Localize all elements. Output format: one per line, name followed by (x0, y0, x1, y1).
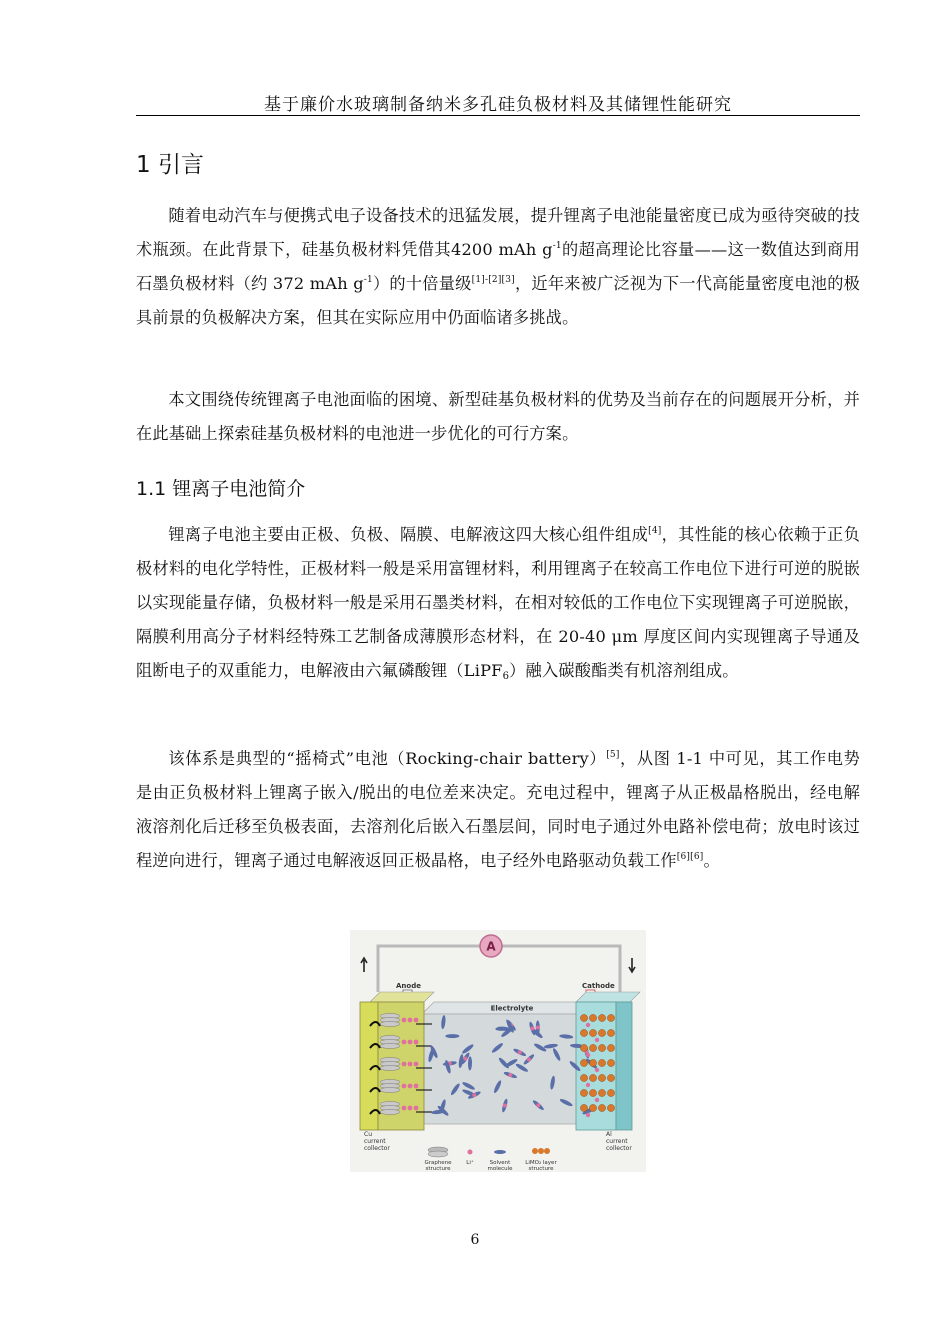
li-ion (402, 1106, 407, 1111)
limo2-legend-icon-a (532, 1148, 538, 1154)
text-run: 随着电动汽车与便携式电子设备技术的迅猛发展，提升锂离子电池能量密度已成为亟待突破的技术瓶颈。在此背景下，硅基负极材料凭借其4200 mAh g (136, 206, 860, 259)
li-ion (414, 1106, 419, 1111)
limo2-atom (580, 1044, 587, 1051)
text-run: 的超高理论比容量——这一数值达到商用石墨负极材料（约 372 mAh g (136, 240, 860, 293)
li-ion (408, 1084, 413, 1089)
text-run: ，从图 1-1 中可见，其工作电势是由正负极材料上锂离子嵌入/脱出的电位差来决定。充电过程中，锂离子从正极晶格脱出，经电解液溶剂化后迁移至负极表面，去溶剂化后嵌入石墨层间，同时电子通过外电路补偿电荷；放电时该过程逆向进行，锂离子通过电解液返回正极晶格，电子经外电路驱动负载工作 (136, 749, 860, 870)
limo2-atom (580, 1059, 587, 1066)
figure-battery-schematic (350, 930, 646, 1172)
battery-paragraph-2 (136, 742, 860, 878)
section-heading-li-ion-battery: 1.1 锂离子电池简介 (136, 478, 306, 500)
limo2-atom (607, 1104, 614, 1111)
legend-graphene-2: structure (425, 1166, 451, 1172)
citation: [5] (606, 750, 620, 760)
li-ion (586, 1023, 590, 1027)
legend-graphene-1: Graphene (424, 1160, 452, 1166)
solvated-li-ion (530, 1027, 534, 1031)
text-run: ，近年来被广泛视为下一代高能量密度电池的极具前景的负极解决方案，但其在实际应用中仍面临诸多挑战。 (136, 274, 861, 327)
cathode-top-face (576, 992, 640, 1002)
li-ion (414, 1040, 419, 1045)
limo2-atom (589, 1044, 596, 1051)
citation: [6][6] (676, 852, 704, 862)
limo2-atom (580, 1029, 587, 1036)
legend-limo-2: structure (528, 1166, 554, 1172)
graphene-layer (380, 1044, 400, 1049)
li-ion (595, 1068, 599, 1072)
solvent-legend-icon (494, 1150, 506, 1154)
al-collector-label-1: Al (606, 1131, 612, 1138)
limo2-atom (598, 1044, 605, 1051)
header-rule (136, 115, 860, 116)
limo2-legend-icon-b (538, 1148, 544, 1154)
limo2-atom (589, 1059, 596, 1066)
al-collector-label-3: collector (606, 1145, 632, 1152)
solvated-li-ion (536, 1026, 540, 1030)
text-run: ）融入碳酸酯类有机溶剂组成。 (509, 661, 739, 680)
graphene-layer (380, 1066, 400, 1071)
limo2-atom (598, 1104, 605, 1111)
li-ion (414, 1018, 419, 1023)
limo2-atom (589, 1089, 596, 1096)
li-ion (586, 1083, 590, 1087)
limo2-legend-icon-c (544, 1148, 550, 1154)
superscript: -1 (363, 275, 373, 285)
running-header-title: 基于廉价水玻璃制备纳米多孔硅负极材料及其储锂性能研究 (264, 95, 732, 115)
limo2-atom (598, 1089, 605, 1096)
solvated-li-ion (518, 1050, 522, 1054)
li-ion (402, 1040, 407, 1045)
al-collector-label-2: current (606, 1138, 628, 1145)
cathode-label: Cathode (582, 982, 615, 990)
solvated-li-ion (463, 1057, 467, 1061)
anode-top-face (370, 992, 434, 1002)
text-run: 锂离子电池主要由正极、负极、隔膜、电解液这四大核心组件组成 (168, 525, 649, 544)
limo2-atom (580, 1074, 587, 1081)
solvated-li-ion (508, 1073, 512, 1077)
limo2-atom (589, 1029, 596, 1036)
text-run: ）的十倍量级 (372, 274, 472, 293)
limo2-atom (607, 1074, 614, 1081)
limo2-atom (607, 1044, 614, 1051)
limo2-atom (607, 1059, 614, 1066)
li-ion (595, 1098, 599, 1102)
legend-li: Li⁺ (466, 1160, 474, 1166)
limo2-atom (598, 1014, 605, 1021)
text-run: 该体系是典型的“摇椅式”电池（Rocking-chair battery） (168, 749, 607, 768)
battery-diagram (350, 930, 646, 1172)
limo2-atom (598, 1059, 605, 1066)
limo2-atom (607, 1014, 614, 1021)
citation: [4] (648, 526, 662, 536)
solvated-li-ion (472, 1093, 476, 1097)
graphene-layer (380, 1022, 400, 1027)
li-ion (402, 1062, 407, 1067)
li-ion-legend-icon (468, 1150, 473, 1155)
cu-collector-label-2: current (364, 1138, 386, 1145)
intro-paragraph-1 (136, 199, 860, 335)
graphene-layer (380, 1110, 400, 1115)
legend-solvent-1: Solvent (489, 1160, 511, 1166)
limo2-atom (607, 1089, 614, 1096)
limo2-atom (607, 1029, 614, 1036)
ammeter-label: A (486, 939, 496, 954)
limo2-atom (589, 1014, 596, 1021)
legend-limo-1: LiMO₂ layer (525, 1160, 557, 1166)
solvated-li-ion (503, 1104, 507, 1108)
li-ion (408, 1040, 413, 1045)
battery-paragraph-1 (136, 518, 860, 688)
li-ion (414, 1062, 419, 1067)
limo2-atom (589, 1104, 596, 1111)
li-ion (402, 1018, 407, 1023)
solvated-li-ion (536, 1103, 540, 1107)
superscript: -1 (552, 241, 562, 251)
li-ion (414, 1084, 419, 1089)
al-current-collector (616, 1002, 632, 1130)
citation: [1]-[2][3] (471, 275, 515, 285)
limo2-atom (580, 1089, 587, 1096)
solvated-li-ion (527, 1057, 531, 1061)
limo2-atom (589, 1074, 596, 1081)
li-ion (586, 1053, 590, 1057)
section-heading-introduction: 1 引言 (136, 152, 204, 178)
li-ion (408, 1018, 413, 1023)
text-run: 。 (703, 851, 720, 870)
li-ion (586, 1113, 590, 1117)
intro-paragraph-2: 本文围绕传统锂离子电池面临的困境、新型硅基负极材料的优势及当前存在的问题展开分析，并在此基础上探索硅基负极材料的电池进一步优化的可行方案。 (136, 390, 860, 443)
limo2-atom (598, 1029, 605, 1036)
li-ion (595, 1038, 599, 1042)
li-ion (408, 1106, 413, 1111)
cu-collector-label-1: Cu (364, 1131, 372, 1138)
solvent-molecule (445, 1034, 459, 1038)
text-run: ，其性能的核心依赖于正负极材料的电化学特性，正极材料一般是采用富锂材料，利用锂离子在较高工作电位下进行可逆的脱嵌以实现能量存储，负极材料一般是采用石墨类材料，在相对较低的工作电位下实现锂离子可逆脱嵌，隔膜利用高分子材料经特殊工艺制备成薄膜形态材料，在 20-40 μm 厚度区间内实现锂离子导通及阻断电子的双重能力，电解液由六氟磷酸锂（LiPF (136, 525, 860, 680)
page-number: 6 (470, 1232, 480, 1248)
electrolyte-label: Electrolyte (490, 1004, 534, 1013)
subscript: 6 (502, 671, 510, 682)
li-ion (408, 1062, 413, 1067)
limo2-atom (598, 1074, 605, 1081)
graphene-legend-icon-layer (428, 1151, 448, 1157)
graphene-layer (380, 1088, 400, 1093)
anode-label: Anode (396, 982, 421, 990)
cu-collector-label-3: collector (364, 1145, 390, 1152)
limo2-atom (580, 1014, 587, 1021)
legend-solvent-2: molecule (487, 1166, 513, 1172)
li-ion (402, 1084, 407, 1089)
limo2-atom (580, 1104, 587, 1111)
